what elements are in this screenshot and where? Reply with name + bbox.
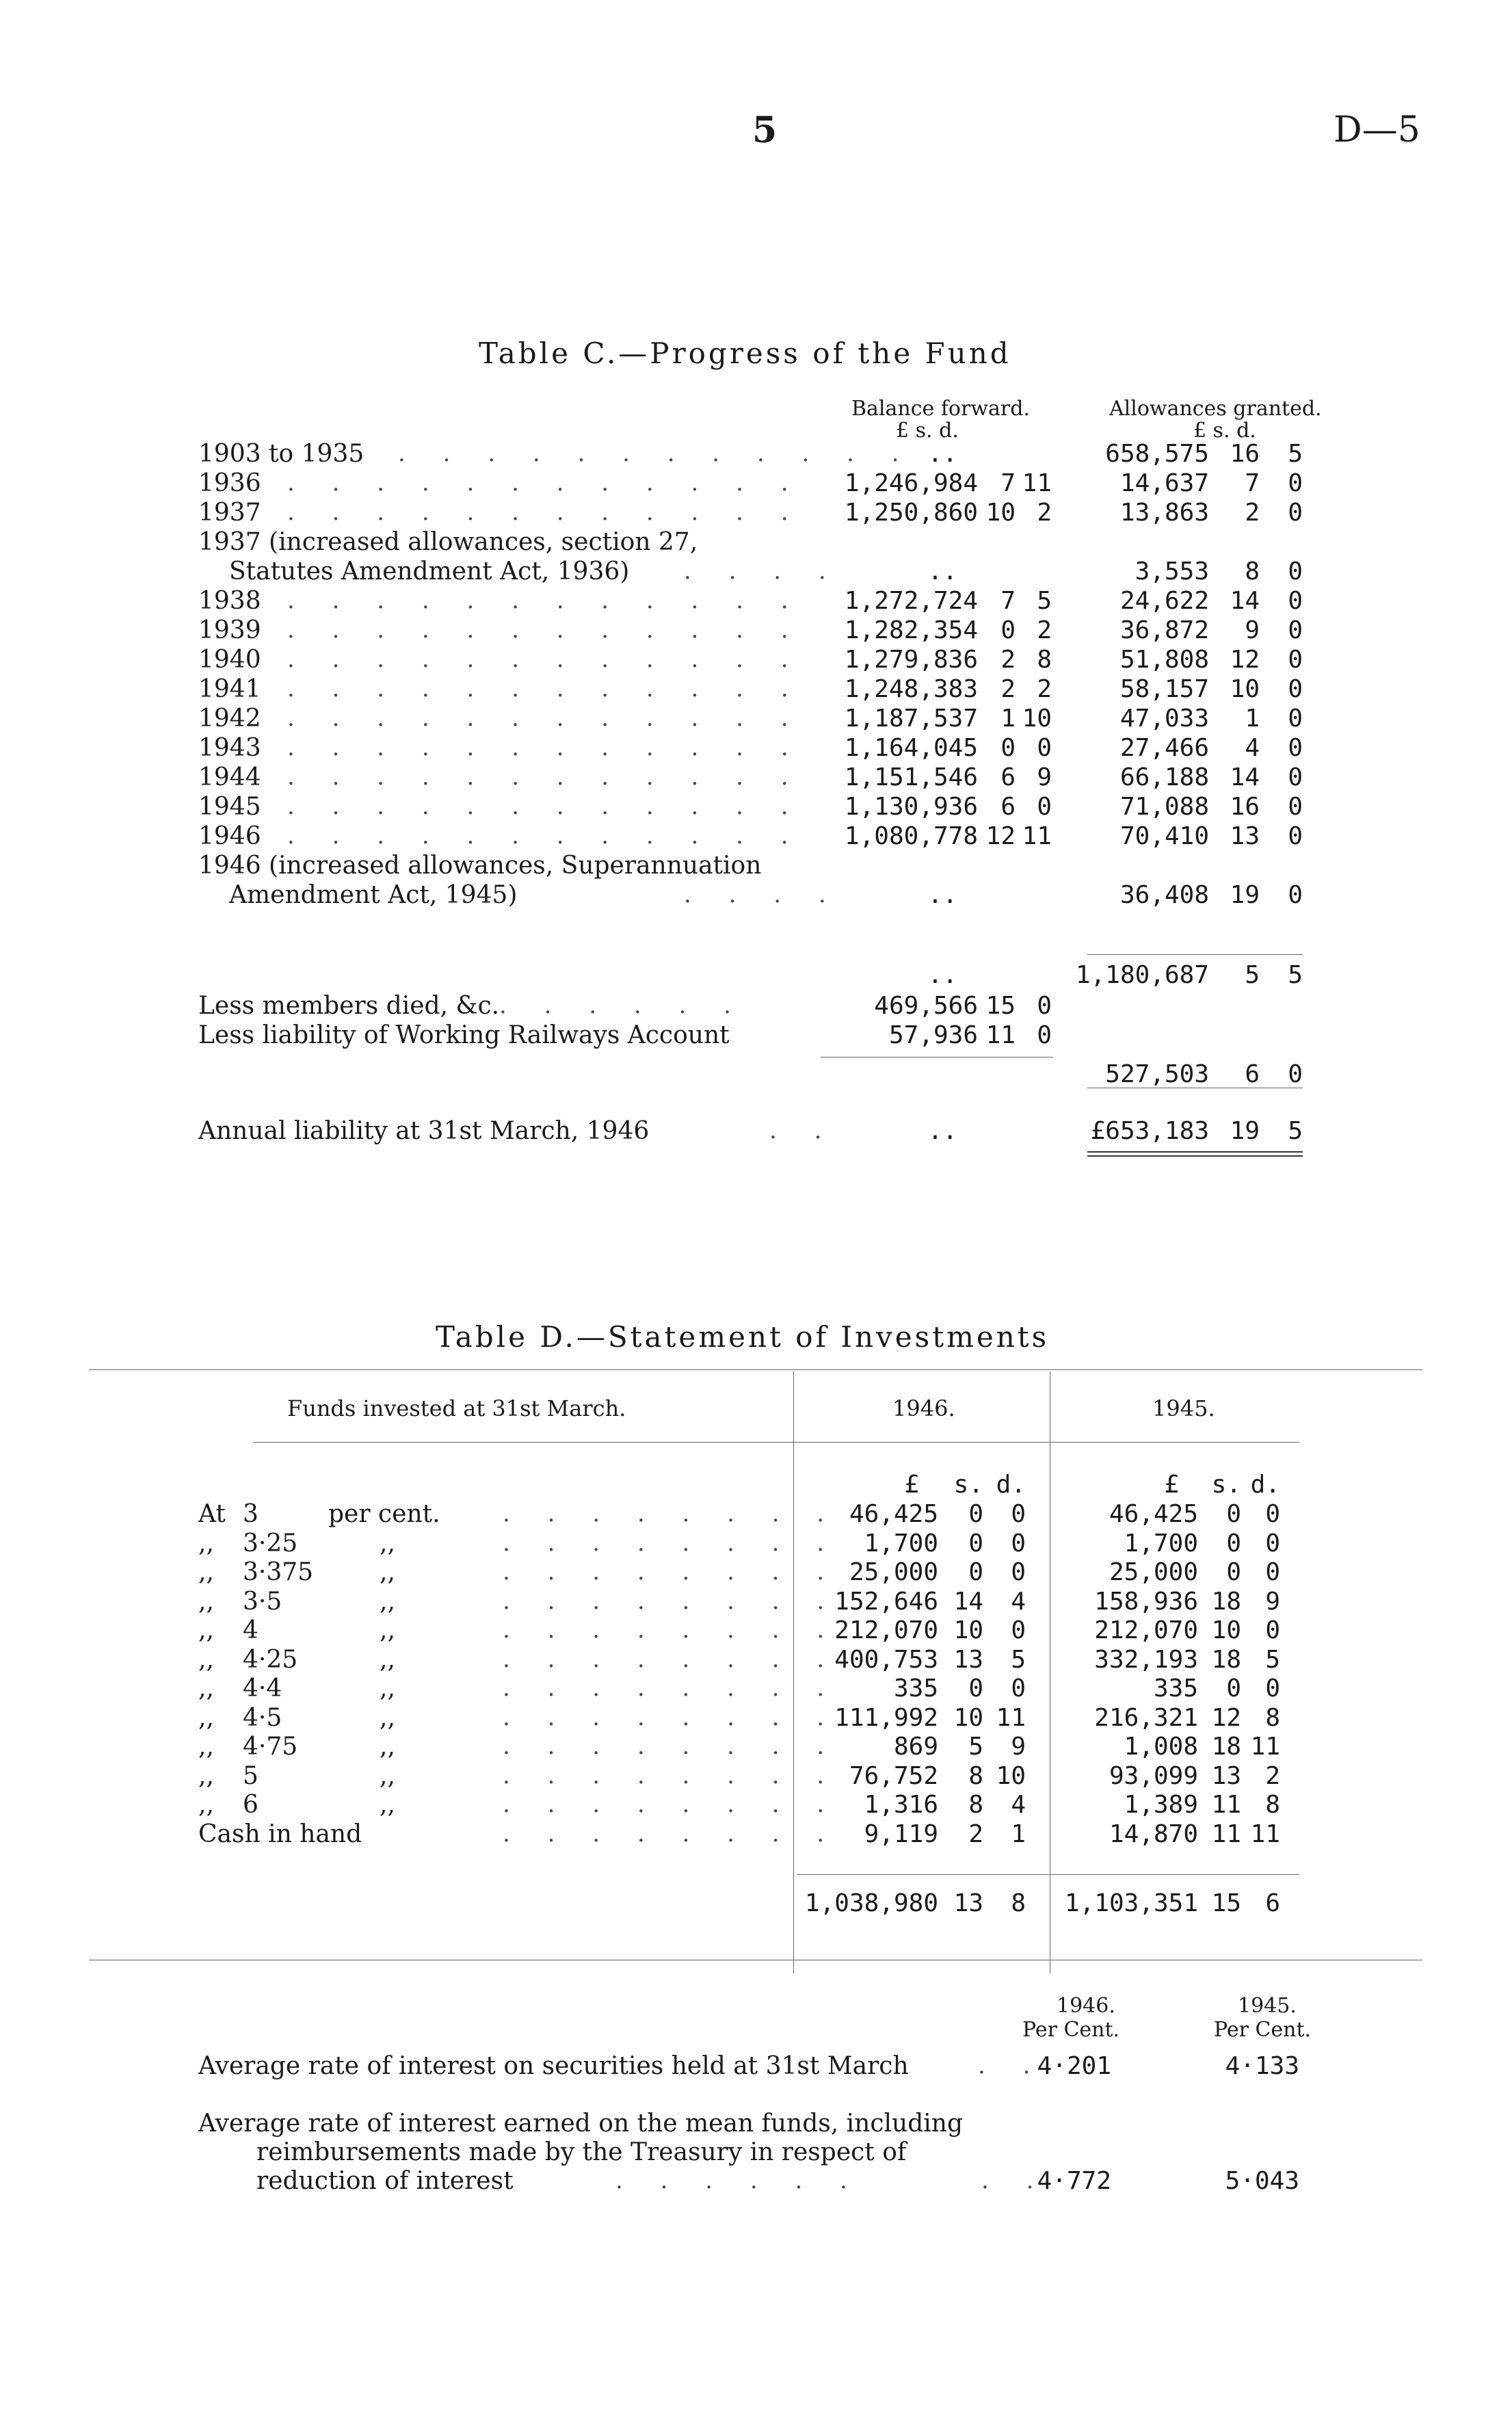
table-c-row-2-allowance-pounds: 13,863 bbox=[1119, 499, 1209, 527]
table-c-row-3-allowance-pence: 0 bbox=[1288, 557, 1303, 586]
table-d-row-3-leader: . . . . . . . . bbox=[503, 1587, 840, 1615]
rates-percent-1945: Per Cent. bbox=[1214, 2018, 1312, 2042]
table-d-row-2-1946-shillings: 0 bbox=[968, 1558, 983, 1586]
table-c-row-12-allowance-shillings: 13 bbox=[1230, 822, 1260, 850]
table-c-row-7-allowance-shillings: 10 bbox=[1230, 675, 1260, 703]
table-c-row-8-balance-pence: 10 bbox=[1022, 705, 1052, 733]
table-d-row-11-1945-shillings: 11 bbox=[1211, 1819, 1241, 1848]
rates-row-0-line-0: Average rate of interest on securities held at 31st March bbox=[198, 2052, 909, 2080]
table-d-row-4-1945-pounds: 212,070 bbox=[1094, 1616, 1198, 1644]
table-d-total-1945-pounds: 1,103,351 bbox=[1064, 1889, 1198, 1917]
table-d-row-1-leader: . . . . . . . . bbox=[503, 1529, 840, 1557]
table-d-row-5-1945-shillings: 18 bbox=[1211, 1645, 1241, 1674]
table-c-row-10-balance-pounds: 1,151,546 bbox=[844, 763, 978, 791]
table-d-row-1-1945-pence: 0 bbox=[1265, 1529, 1280, 1558]
rates-col-1945: 1945. bbox=[1238, 1994, 1297, 2018]
table-c-row-3-allowance-pounds: 3,553 bbox=[1135, 557, 1209, 586]
table-c-row-3-leader: . . . . bbox=[684, 557, 841, 585]
table-d-row-6-rate: 4·4 bbox=[243, 1674, 282, 1703]
table-c-row-2-balance-pounds: 1,250,860 bbox=[844, 499, 978, 527]
table-d-row-1-unit: ,, bbox=[380, 1529, 395, 1558]
table-d-col-1945: 1945. bbox=[1152, 1395, 1215, 1421]
table-c-less-0-leader: . . . . . . bbox=[499, 992, 746, 1019]
table-c-double-rule-b bbox=[1087, 1155, 1303, 1157]
table-d-row-0-1946-shillings: 0 bbox=[968, 1500, 983, 1528]
table-d-row-3-1945-pence: 9 bbox=[1265, 1587, 1280, 1616]
table-c-row-8-label: 1942 bbox=[198, 705, 261, 733]
table-c-row-6-balance-shillings: 2 bbox=[1000, 646, 1016, 674]
table-d-header-rule bbox=[253, 1442, 1299, 1443]
table-d-row-5-leader: . . . . . . . . bbox=[503, 1645, 840, 1673]
table-c-row-7-allowance-pounds: 58,157 bbox=[1119, 675, 1209, 703]
table-d-row-7-prefix: ,, bbox=[198, 1703, 214, 1732]
table-c-row-10-label: 1944 bbox=[198, 763, 261, 791]
table-c-row-6-leader: . . . . . . . . . . . . bbox=[287, 646, 804, 673]
table-d-row-2-rate: 3·375 bbox=[243, 1558, 314, 1586]
table-d-row-3-1945-pounds: 158,936 bbox=[1094, 1587, 1198, 1616]
table-c-row-0-allowance-pence: 5 bbox=[1288, 440, 1303, 468]
table-c-row-13-leader: . . . . bbox=[684, 881, 841, 908]
table-d-row-2-1945-pounds: 25,000 bbox=[1109, 1558, 1198, 1586]
table-d-row-8-prefix: ,, bbox=[198, 1733, 214, 1761]
table-d-row-1-1946-pounds: 1,700 bbox=[864, 1529, 938, 1558]
rates-row-1-leader-2: . . . . . . bbox=[615, 2167, 862, 2194]
table-c-subtotal-allowance-pounds: 1,180,687 bbox=[1075, 961, 1209, 989]
table-c-row-7-leader: . . . . . . . . . . . . bbox=[287, 675, 804, 702]
table-d-row-8-1945-pence: 11 bbox=[1250, 1733, 1280, 1761]
table-c-row-5-balance-shillings: 0 bbox=[1000, 616, 1016, 644]
table-c-annual-allowance-pence: 5 bbox=[1288, 1117, 1303, 1145]
table-c-row-9-balance-pence: 0 bbox=[1037, 734, 1052, 762]
table-d-row-3-1945-shillings: 18 bbox=[1211, 1587, 1241, 1616]
table-c-row-0-leader: . . . . . . . . . . . . bbox=[398, 440, 914, 467]
table-d-row-7-1946-pence: 11 bbox=[996, 1703, 1026, 1732]
table-c-row-13-balance: .. bbox=[927, 881, 957, 909]
table-c-row-5-allowance-shillings: 9 bbox=[1245, 616, 1260, 644]
table-d-row-11-1946-pence: 1 bbox=[1011, 1819, 1026, 1848]
table-c-units-balance: £ s. d. bbox=[896, 419, 959, 443]
table-d-row-1-1945-shillings: 0 bbox=[1226, 1529, 1241, 1558]
table-d-row-4-rate: 4 bbox=[243, 1616, 258, 1644]
table-d-row-9-unit: ,, bbox=[380, 1761, 395, 1790]
table-c-subtotal-balance: .. bbox=[927, 961, 957, 989]
table-d-row-2-1946-pounds: 25,000 bbox=[849, 1558, 938, 1586]
table-c-row-4-balance-shillings: 7 bbox=[1000, 587, 1016, 615]
table-d-row-11-1945-pence: 11 bbox=[1250, 1819, 1280, 1848]
table-d-row-6-1945-shillings: 0 bbox=[1226, 1674, 1241, 1703]
table-c-row-7-balance-shillings: 2 bbox=[1000, 675, 1016, 703]
table-d-row-6-1946-pence: 0 bbox=[1011, 1674, 1026, 1703]
table-d-row-9-prefix: ,, bbox=[198, 1761, 214, 1790]
table-c-row-8-allowance-pence: 0 bbox=[1288, 705, 1303, 733]
table-d-row-2-unit: ,, bbox=[380, 1558, 395, 1586]
table-c-row-10-leader: . . . . . . . . . . . . bbox=[287, 763, 804, 791]
table-d-row-10-unit: ,, bbox=[380, 1791, 395, 1819]
table-c-row-5-balance-pounds: 1,282,354 bbox=[844, 616, 978, 644]
table-d-row-5-1946-shillings: 13 bbox=[953, 1645, 983, 1674]
table-c-less-1-label: Less liability of Working Railways Account bbox=[198, 1021, 730, 1049]
table-c-annual-allowance-shillings: 19 bbox=[1230, 1117, 1260, 1145]
table-c-row-6-balance-pence: 8 bbox=[1037, 646, 1052, 674]
table-c-col-allowances: Allowances granted. bbox=[1109, 397, 1322, 421]
table-d-row-3-prefix: ,, bbox=[198, 1587, 214, 1616]
table-c-row-7-balance-pounds: 1,248,383 bbox=[844, 675, 978, 703]
table-c-row-7-label: 1941 bbox=[198, 675, 261, 703]
table-c-row-9-balance-pounds: 1,164,045 bbox=[844, 734, 978, 762]
table-d-row-0-1945-pence: 0 bbox=[1265, 1500, 1280, 1528]
table-d-row-0-1945-pounds: 46,425 bbox=[1109, 1500, 1198, 1528]
table-c-subtotal-allowance-shillings: 5 bbox=[1245, 961, 1260, 989]
table-d-row-0-1946-pence: 0 bbox=[1011, 1500, 1026, 1528]
table-c-subtotal-allowance-pence: 5 bbox=[1288, 961, 1303, 989]
table-d-row-6-1945-pounds: 335 bbox=[1153, 1674, 1198, 1703]
table-d-row-7-1945-pounds: 216,321 bbox=[1094, 1703, 1198, 1732]
table-d-row-4-1945-shillings: 10 bbox=[1211, 1616, 1241, 1644]
rates-row-0-1946: 4·201 bbox=[1037, 2052, 1111, 2080]
table-c-row-1-allowance-pounds: 14,637 bbox=[1119, 469, 1209, 497]
table-d-row-0-unit: per cent. bbox=[328, 1500, 440, 1528]
table-c-row-13-allowance-pence: 0 bbox=[1288, 881, 1303, 909]
table-c-less-0-value-shillings: 15 bbox=[985, 992, 1016, 1020]
table-d-row-4-1946-pounds: 212,070 bbox=[834, 1616, 938, 1644]
table-d-row-3-1946-pence: 4 bbox=[1011, 1587, 1026, 1616]
table-c-row-11-balance-shillings: 6 bbox=[1000, 793, 1016, 821]
table-d-row-0-1945-shillings: 0 bbox=[1226, 1500, 1241, 1528]
table-c-row-11-balance-pence: 0 bbox=[1037, 793, 1052, 821]
table-c-row-0-balance: .. bbox=[927, 440, 957, 468]
table-c-row-9-allowance-shillings: 4 bbox=[1245, 734, 1260, 762]
table-d-row-9-1946-pence: 10 bbox=[996, 1761, 1026, 1790]
table-d-col-funds: Funds invested at 31st March. bbox=[287, 1395, 626, 1421]
table-d-row-2-1945-shillings: 0 bbox=[1226, 1558, 1241, 1586]
table-c-row-11-balance-pounds: 1,130,936 bbox=[844, 793, 978, 821]
table-d-row-5-unit: ,, bbox=[380, 1645, 395, 1674]
table-c-row-4-allowance-shillings: 14 bbox=[1230, 587, 1260, 615]
table-c-double-rule-a bbox=[1087, 1151, 1303, 1153]
table-c-row-1-balance-shillings: 7 bbox=[1000, 469, 1016, 497]
table-d-row-4-1946-shillings: 10 bbox=[953, 1616, 983, 1644]
table-c-less-1-value-pounds: 57,936 bbox=[888, 1021, 978, 1049]
table-d-row-11-1946-pounds: 9,119 bbox=[864, 1819, 938, 1848]
table-d-row-5-1946-pounds: 400,753 bbox=[834, 1645, 938, 1674]
table-c-row-2-allowance-shillings: 2 bbox=[1245, 499, 1260, 527]
table-d-row-8-rate: 4·75 bbox=[243, 1733, 298, 1761]
table-d-total-1946-pence: 8 bbox=[1011, 1889, 1026, 1917]
table-c-row-5-leader: . . . . . . . . . . . . bbox=[287, 616, 804, 644]
table-d-row-11-1945-pounds: 14,870 bbox=[1109, 1819, 1198, 1848]
table-d-row-8-1945-pounds: 1,008 bbox=[1124, 1733, 1198, 1761]
table-c-title: Table C.—Progress of the Fund bbox=[479, 337, 1011, 370]
table-c-row-12-allowance-pence: 0 bbox=[1288, 822, 1303, 850]
table-c-row-0-allowance-shillings: 16 bbox=[1230, 440, 1260, 468]
table-d-row-5-1946-pence: 5 bbox=[1011, 1645, 1026, 1674]
table-c-row-13-label: 1946 (increased allowances, Superannuation bbox=[198, 852, 762, 880]
table-d-row-2-1946-pence: 0 bbox=[1011, 1558, 1026, 1586]
table-d-row-4-1946-pence: 0 bbox=[1011, 1616, 1026, 1644]
table-c-less-0-label: Less members died, &c. bbox=[198, 992, 500, 1020]
table-c-row-11-allowance-shillings: 16 bbox=[1230, 793, 1260, 821]
table-c-units-allowances: £ s. d. bbox=[1193, 419, 1256, 443]
table-c-row-4-allowance-pence: 0 bbox=[1288, 587, 1303, 615]
table-c-row-6-balance-pounds: 1,279,836 bbox=[844, 646, 978, 674]
table-c-row-1-balance-pounds: 1,246,984 bbox=[844, 469, 978, 497]
table-c-row-13-allowance-shillings: 19 bbox=[1230, 881, 1260, 909]
table-c-row-9-leader: . . . . . . . . . . . . bbox=[287, 734, 804, 761]
table-c-annual-balance: .. bbox=[927, 1117, 957, 1145]
table-c-row-9-allowance-pence: 0 bbox=[1288, 734, 1303, 762]
rates-row-1-1945: 5·043 bbox=[1225, 2167, 1299, 2195]
table-d-top-rule bbox=[89, 1369, 1422, 1370]
table-c-row-1-allowance-shillings: 7 bbox=[1245, 469, 1260, 497]
rates-row-1-line-1: reimbursements made by the Treasury in respect of bbox=[256, 2138, 907, 2166]
page-number: 5 bbox=[752, 109, 778, 151]
table-d-row-0-rate: 3 bbox=[243, 1500, 258, 1528]
table-d-row-7-1946-shillings: 10 bbox=[953, 1703, 983, 1732]
table-c-row-3-allowance-shillings: 8 bbox=[1245, 557, 1260, 586]
table-d-row-6-1945-pence: 0 bbox=[1265, 1674, 1280, 1703]
table-d-row-6-leader: . . . . . . . . bbox=[503, 1674, 840, 1702]
table-c-row-12-allowance-pounds: 70,410 bbox=[1119, 822, 1209, 850]
table-c-row-4-label: 1938 bbox=[198, 587, 261, 615]
table-d-row-1-1946-shillings: 0 bbox=[968, 1529, 983, 1558]
table-d-row-9-leader: . . . . . . . . bbox=[503, 1761, 840, 1789]
table-d-row-4-unit: ,, bbox=[380, 1616, 395, 1644]
table-d-row-3-1946-shillings: 14 bbox=[953, 1587, 983, 1616]
table-c-row-11-label: 1945 bbox=[198, 793, 261, 821]
table-d-row-6-1946-pounds: 335 bbox=[893, 1674, 938, 1703]
rates-row-0-leader: . . bbox=[978, 2052, 1046, 2079]
table-d-row-10-1946-pence: 4 bbox=[1011, 1791, 1026, 1819]
table-c-row-8-leader: . . . . . . . . . . . . bbox=[287, 705, 804, 732]
table-c-row-11-allowance-pence: 0 bbox=[1288, 793, 1303, 821]
table-d-row-10-prefix: ,, bbox=[198, 1791, 214, 1819]
table-d-row-5-1945-pence: 5 bbox=[1265, 1645, 1280, 1674]
document-reference: D—5 bbox=[1334, 109, 1420, 150]
table-c-row-2-allowance-pence: 0 bbox=[1288, 499, 1303, 527]
table-c-row-0-allowance-pounds: 658,575 bbox=[1105, 440, 1209, 468]
table-c-row-10-allowance-pounds: 66,188 bbox=[1119, 763, 1209, 791]
table-c-less-0-value-pence: 0 bbox=[1037, 992, 1052, 1020]
table-c-row-3-label: 1937 (increased allowances, section 27, bbox=[198, 528, 698, 556]
table-d-unit-shillings-1946: s. bbox=[953, 1471, 983, 1499]
table-d-row-10-1946-shillings: 8 bbox=[968, 1791, 983, 1819]
table-d-total-1946-pounds: 1,038,980 bbox=[804, 1889, 938, 1917]
table-d-row-2-1945-pence: 0 bbox=[1265, 1558, 1280, 1586]
table-d-row-0-prefix: At bbox=[198, 1500, 226, 1528]
table-d-unit-pounds-1945: £ bbox=[1164, 1471, 1179, 1499]
table-c-row-11-allowance-pounds: 71,088 bbox=[1119, 793, 1209, 821]
table-c-row-8-balance-shillings: 1 bbox=[1000, 705, 1016, 733]
table-d-unit-pounds-1946: £ bbox=[904, 1471, 919, 1499]
table-d-total-rule bbox=[797, 1874, 1299, 1875]
rates-row-1-1946: 4·772 bbox=[1037, 2167, 1111, 2195]
table-c-row-1-allowance-pence: 0 bbox=[1288, 469, 1303, 497]
table-c-row-9-balance-shillings: 0 bbox=[1000, 734, 1016, 762]
table-d-row-1-prefix: ,, bbox=[198, 1529, 214, 1558]
table-d-row-9-rate: 5 bbox=[243, 1761, 258, 1790]
table-c-row-10-balance-shillings: 6 bbox=[1000, 763, 1016, 791]
table-d-row-8-unit: ,, bbox=[380, 1733, 395, 1761]
table-c-row-6-allowance-shillings: 12 bbox=[1230, 646, 1260, 674]
rates-row-1-line-0: Average rate of interest earned on the mean funds, including bbox=[198, 2110, 963, 2138]
table-c-row-1-label: 1936 bbox=[198, 469, 261, 497]
table-d-row-10-1945-pence: 8 bbox=[1265, 1791, 1280, 1819]
table-c-row-10-balance-pence: 9 bbox=[1037, 763, 1052, 791]
table-d-unit-shillings-1945: s. bbox=[1211, 1471, 1241, 1499]
table-d-row-7-leader: . . . . . . . . bbox=[503, 1703, 840, 1731]
table-c-row-9-allowance-pounds: 27,466 bbox=[1119, 734, 1209, 762]
table-c-row-10-allowance-shillings: 14 bbox=[1230, 763, 1260, 791]
table-c-row-5-allowance-pence: 0 bbox=[1288, 616, 1303, 644]
table-d-row-8-leader: . . . . . . . . bbox=[503, 1733, 840, 1760]
rates-percent-1946: Per Cent. bbox=[1022, 2018, 1120, 2042]
table-d-row-7-rate: 4·5 bbox=[243, 1703, 282, 1732]
table-c-row-8-allowance-pounds: 47,033 bbox=[1119, 705, 1209, 733]
table-d-row-9-1945-shillings: 13 bbox=[1211, 1761, 1241, 1790]
table-d-row-11-1946-shillings: 2 bbox=[968, 1819, 983, 1848]
table-d-row-5-prefix: ,, bbox=[198, 1645, 214, 1674]
table-c-col-balance: Balance forward. bbox=[851, 397, 1030, 421]
rates-row-1-leader: . . bbox=[981, 2167, 1049, 2194]
table-c-row-3-balance: .. bbox=[927, 557, 957, 586]
table-d-row-5-rate: 4·25 bbox=[243, 1645, 298, 1674]
table-d-row-7-1946-pounds: 111,992 bbox=[834, 1703, 938, 1732]
table-c-row-5-balance-pence: 2 bbox=[1037, 616, 1052, 644]
table-c-annual-label: Annual liability at 31st March, 1946 bbox=[198, 1117, 650, 1145]
table-c-row-2-balance-pence: 2 bbox=[1037, 499, 1052, 527]
table-c-annual-allowance-pounds: £653,183 bbox=[1090, 1117, 1209, 1145]
table-d-row-3-unit: ,, bbox=[380, 1587, 395, 1616]
table-c-less-1-value-pence: 0 bbox=[1037, 1021, 1052, 1049]
table-d-row-4-prefix: ,, bbox=[198, 1616, 214, 1644]
rates-col-1946: 1946. bbox=[1057, 1994, 1115, 2018]
table-c-row-12-balance-pounds: 1,080,778 bbox=[844, 822, 978, 850]
table-d-row-0-leader: . . . . . . . . bbox=[503, 1500, 840, 1527]
table-d-unit-pence-1946: d. bbox=[996, 1471, 1026, 1499]
table-d-row-5-1945-pounds: 332,193 bbox=[1094, 1645, 1198, 1674]
table-c-row-7-balance-pence: 2 bbox=[1037, 675, 1052, 703]
table-c-row-0-label: 1903 to 1935 bbox=[198, 440, 364, 468]
table-c-row-9-label: 1943 bbox=[198, 734, 261, 762]
table-d-row-7-unit: ,, bbox=[380, 1703, 395, 1732]
table-c-less-total-shillings: 6 bbox=[1245, 1060, 1260, 1088]
table-c-less-total-pounds: 527,503 bbox=[1105, 1060, 1209, 1088]
table-d-row-8-1945-shillings: 18 bbox=[1211, 1733, 1241, 1761]
table-d-row-0-1946-pounds: 46,425 bbox=[849, 1500, 938, 1528]
table-c-row-4-balance-pence: 5 bbox=[1037, 587, 1052, 615]
table-c-row-5-allowance-pounds: 36,872 bbox=[1119, 616, 1209, 644]
table-d-total-1945-pence: 6 bbox=[1265, 1889, 1280, 1917]
table-c-row-12-balance-pence: 11 bbox=[1022, 822, 1052, 850]
table-d-row-2-prefix: ,, bbox=[198, 1558, 214, 1586]
table-d-row-6-1946-shillings: 0 bbox=[968, 1674, 983, 1703]
table-c-row-1-leader: . . . . . . . . . . . . bbox=[287, 469, 804, 497]
table-c-rule-1 bbox=[1087, 954, 1303, 955]
table-c-row-2-leader: . . . . . . . . . . . . bbox=[287, 499, 804, 526]
table-d-title: Table D.—Statement of Investments bbox=[436, 1320, 1050, 1354]
table-c-row-2-label: 1937 bbox=[198, 499, 261, 527]
table-d-row-7-1945-shillings: 12 bbox=[1211, 1703, 1241, 1732]
table-d-row-3-rate: 3·5 bbox=[243, 1587, 282, 1616]
table-c-row-13-label-cont: Amendment Act, 1945) bbox=[229, 881, 518, 909]
table-c-row-6-allowance-pounds: 51,808 bbox=[1119, 646, 1209, 674]
table-c-row-6-allowance-pence: 0 bbox=[1288, 646, 1303, 674]
table-c-row-8-allowance-shillings: 1 bbox=[1245, 705, 1260, 733]
table-c-row-12-leader: . . . . . . . . . . . . bbox=[287, 822, 804, 850]
table-c-less-1-value-shillings: 11 bbox=[985, 1021, 1016, 1049]
table-c-row-5-label: 1939 bbox=[198, 616, 261, 644]
table-d-row-7-1945-pence: 8 bbox=[1265, 1703, 1280, 1732]
table-d-row-4-leader: . . . . . . . . bbox=[503, 1616, 840, 1644]
table-d-row-9-1945-pence: 2 bbox=[1265, 1761, 1280, 1790]
table-d-row-2-leader: . . . . . . . . bbox=[503, 1558, 840, 1586]
table-c-row-4-leader: . . . . . . . . . . . . bbox=[287, 587, 804, 614]
table-c-less-0-value-pounds: 469,566 bbox=[874, 992, 978, 1020]
table-c-row-8-balance-pounds: 1,187,537 bbox=[844, 705, 978, 733]
rates-row-1-line-2: reduction of interest bbox=[256, 2167, 514, 2195]
table-c-row-2-balance-shillings: 10 bbox=[985, 499, 1016, 527]
table-d-total-1945-shillings: 15 bbox=[1211, 1889, 1241, 1917]
table-d-row-1-1946-pence: 0 bbox=[1011, 1529, 1026, 1558]
table-c-row-6-label: 1940 bbox=[198, 646, 261, 674]
table-d-unit-pence-1945: d. bbox=[1250, 1471, 1280, 1499]
table-c-row-11-leader: . . . . . . . . . . . . bbox=[287, 793, 804, 820]
table-d-row-9-1946-pounds: 76,752 bbox=[849, 1761, 938, 1790]
table-c-less-total-pence: 0 bbox=[1288, 1060, 1303, 1088]
table-c-row-4-allowance-pounds: 24,622 bbox=[1119, 587, 1209, 615]
table-d-row-11-prefix: Cash in hand bbox=[198, 1819, 362, 1848]
table-d-row-1-rate: 3·25 bbox=[243, 1529, 298, 1558]
table-d-row-9-1945-pounds: 93,099 bbox=[1109, 1761, 1198, 1790]
table-d-row-10-leader: . . . . . . . . bbox=[503, 1791, 840, 1818]
table-d-row-11-leader: . . . . . . . . bbox=[503, 1819, 840, 1848]
table-c-row-7-allowance-pence: 0 bbox=[1288, 675, 1303, 703]
table-d-total-1946-shillings: 13 bbox=[953, 1889, 983, 1917]
table-d-row-10-1946-pounds: 1,316 bbox=[864, 1791, 938, 1819]
table-c-row-3-label-cont: Statutes Amendment Act, 1936) bbox=[229, 557, 630, 586]
table-c-annual-leader: . . bbox=[769, 1117, 837, 1144]
table-d-row-6-unit: ,, bbox=[380, 1674, 395, 1703]
table-c-row-12-balance-shillings: 12 bbox=[985, 822, 1016, 850]
table-d-row-10-1945-pounds: 1,389 bbox=[1124, 1791, 1198, 1819]
table-d-row-8-1946-pence: 9 bbox=[1011, 1733, 1026, 1761]
table-d-row-10-rate: 6 bbox=[243, 1791, 258, 1819]
table-c-row-4-balance-pounds: 1,272,724 bbox=[844, 587, 978, 615]
table-d-row-6-prefix: ,, bbox=[198, 1674, 214, 1703]
table-d-row-10-1945-shillings: 11 bbox=[1211, 1791, 1241, 1819]
table-c-row-1-balance-pence: 11 bbox=[1022, 469, 1052, 497]
table-d-row-4-1945-pence: 0 bbox=[1265, 1616, 1280, 1644]
table-d-col-1946: 1946. bbox=[892, 1395, 955, 1421]
table-d-row-1-1945-pounds: 1,700 bbox=[1124, 1529, 1198, 1558]
table-c-row-12-label: 1946 bbox=[198, 822, 261, 850]
table-c-row-13-allowance-pounds: 36,408 bbox=[1119, 881, 1209, 909]
table-d-row-3-1946-pounds: 152,646 bbox=[834, 1587, 938, 1616]
table-d-row-9-1946-shillings: 8 bbox=[968, 1761, 983, 1790]
table-c-row-10-allowance-pence: 0 bbox=[1288, 763, 1303, 791]
table-d-row-8-1946-pounds: 869 bbox=[893, 1733, 938, 1761]
rates-row-0-1945: 4·133 bbox=[1225, 2052, 1299, 2080]
table-d-row-8-1946-shillings: 5 bbox=[968, 1733, 983, 1761]
